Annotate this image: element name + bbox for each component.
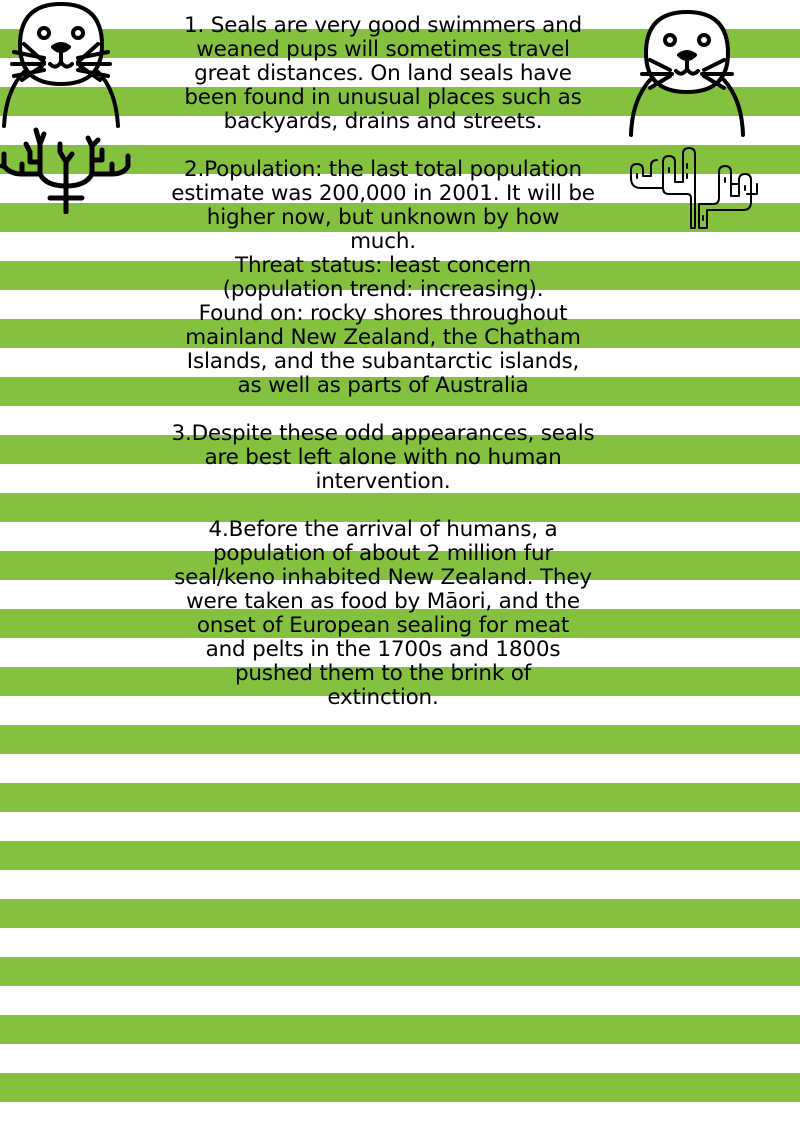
text-line: intervention. xyxy=(315,469,451,494)
spacer xyxy=(145,398,621,422)
text-line: extinction. xyxy=(327,685,439,710)
text-line: been found in unusual places such as xyxy=(184,85,582,110)
fact-1 xyxy=(145,14,621,134)
text-line: 1. Seals are very good swimmers and xyxy=(184,13,582,38)
text-line: estimate was 200,000 in 2001. It will be xyxy=(171,181,595,206)
text-line: are best left alone with no human xyxy=(204,445,562,470)
text-line: much. xyxy=(350,229,416,254)
text-line: population of about 2 million fur xyxy=(212,541,554,566)
text-line: higher now, but unknown by how xyxy=(206,205,560,230)
text-line: seal/keno inhabited New Zealand. They xyxy=(174,565,592,590)
text-line: weaned pups will sometimes travel xyxy=(196,37,570,62)
text-line: Threat status: least concern xyxy=(235,253,531,278)
text-line: Found on: rocky shores throughout xyxy=(198,301,568,326)
fact-4 xyxy=(145,518,621,710)
spacer xyxy=(145,494,621,518)
text-line: pushed them to the brink of xyxy=(234,661,532,686)
text-line: 2.Population: the last total population xyxy=(184,157,582,182)
text-line: Islands, and the subantarctic islands, xyxy=(186,349,580,374)
seal-facts xyxy=(145,14,621,710)
spacer xyxy=(145,134,621,158)
cactus-icon xyxy=(627,144,759,232)
fact-3 xyxy=(145,422,621,494)
seal-icon xyxy=(0,0,124,128)
text-line: as well as parts of Australia xyxy=(237,373,529,398)
text-line: and pelts in the 1700s and 1800s xyxy=(205,637,561,662)
fact-2 xyxy=(145,158,621,398)
seal-icon xyxy=(626,8,748,138)
text-line: onset of European sealing for meat xyxy=(196,613,570,638)
text-line: were taken as food by Māori, and the xyxy=(186,589,580,614)
text-line: 4.Before the arrival of humans, a xyxy=(208,517,558,542)
text-line: backyards, drains and streets. xyxy=(223,109,543,134)
text-line: 3.Despite these odd appearances, seals xyxy=(171,421,595,446)
text-line: mainland New Zealand, the Chatham xyxy=(185,325,581,350)
text-line: (population trend: increasing). xyxy=(222,277,544,302)
coral-icon xyxy=(0,126,132,214)
text-line: great distances. On land seals have xyxy=(194,61,572,86)
